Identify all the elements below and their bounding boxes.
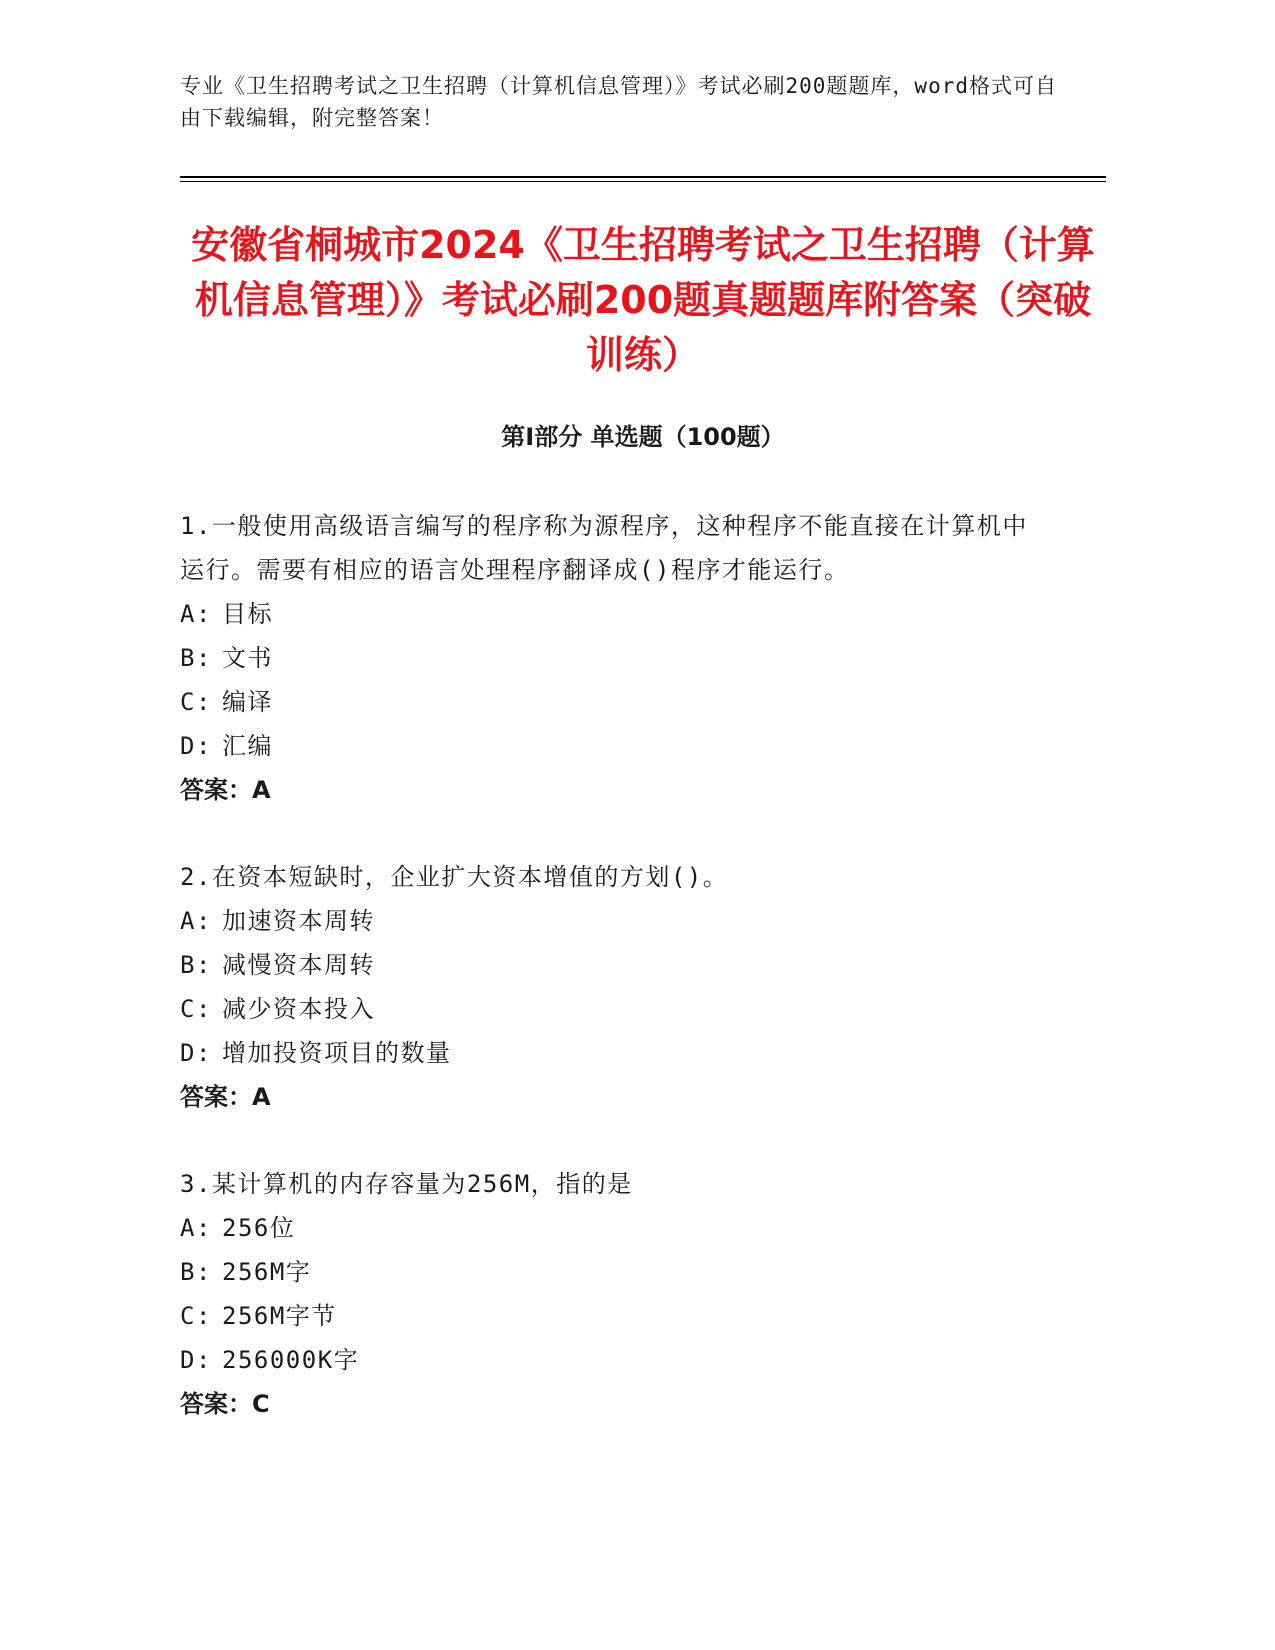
option-value: 加速资本周转 — [222, 907, 375, 935]
header-note: 专业《卫生招聘考试之卫生招聘（计算机信息管理）》考试必刷200题题库，word格式可自由下载编辑，附完整答案！ — [180, 74, 1057, 130]
option-b — [180, 1250, 1030, 1294]
option-key: D: — [180, 732, 212, 760]
option-value: 编译 — [222, 688, 273, 716]
question-2 — [180, 855, 1030, 1119]
answer-line: 答案：A — [180, 776, 271, 804]
option-c — [180, 1294, 1030, 1338]
question-text: 1.一般使用高级语言编写的程序称为源程序，这种程序不能直接在计算机中运行。需要有相应的语言处理程序翻译成()程序才能运行。 — [180, 512, 1028, 584]
header-rule-thin — [180, 181, 1106, 182]
option-key: B: — [180, 1258, 212, 1286]
option-key: C: — [180, 995, 212, 1023]
question-list — [180, 504, 1030, 1469]
option-value: 减少资本投入 — [222, 995, 375, 1023]
option-key: C: — [180, 1302, 212, 1330]
option-c — [180, 680, 1030, 724]
option-value: 文书 — [222, 644, 273, 672]
option-c — [180, 987, 1030, 1031]
option-key: D: — [180, 1039, 212, 1067]
option-key: C: — [180, 688, 212, 716]
option-value: 256000K字 — [222, 1346, 360, 1374]
answer-line: 答案：A — [180, 1083, 271, 1111]
option-b — [180, 636, 1030, 680]
option-d — [180, 1031, 1030, 1075]
option-d — [180, 724, 1030, 768]
option-key: B: — [180, 951, 212, 979]
answer-line: 答案：C — [180, 1390, 270, 1418]
option-key: A: — [180, 907, 212, 935]
option-value: 目标 — [222, 600, 273, 628]
header-rule-thick — [180, 176, 1106, 178]
option-value: 增加投资项目的数量 — [222, 1039, 452, 1067]
option-value: 汇编 — [222, 732, 273, 760]
option-key: B: — [180, 644, 212, 672]
document-title: 安徽省桐城市2024《卫生招聘考试之卫生招聘（计算机信息管理）》考试必刷200题真题题库附答案（突破训练） — [191, 223, 1095, 377]
option-value: 256M字节 — [222, 1302, 337, 1330]
option-a — [180, 1206, 1030, 1250]
option-a — [180, 592, 1030, 636]
option-a — [180, 899, 1030, 943]
question-3 — [180, 1162, 1030, 1426]
option-key: A: — [180, 1214, 212, 1242]
option-value: 256位 — [222, 1214, 296, 1242]
option-key: A: — [180, 600, 212, 628]
option-key: D: — [180, 1346, 212, 1374]
option-b — [180, 943, 1030, 987]
section-heading: 第Ⅰ部分 单选题（100题） — [501, 423, 785, 451]
question-text: 2.在资本短缺时，企业扩大资本增值的方划()。 — [180, 863, 729, 891]
question-text: 3.某计算机的内存容量为256M，指的是 — [180, 1170, 633, 1198]
question-1 — [180, 504, 1030, 812]
option-d — [180, 1338, 1030, 1382]
option-value: 256M字 — [222, 1258, 312, 1286]
option-value: 减慢资本周转 — [222, 951, 375, 979]
